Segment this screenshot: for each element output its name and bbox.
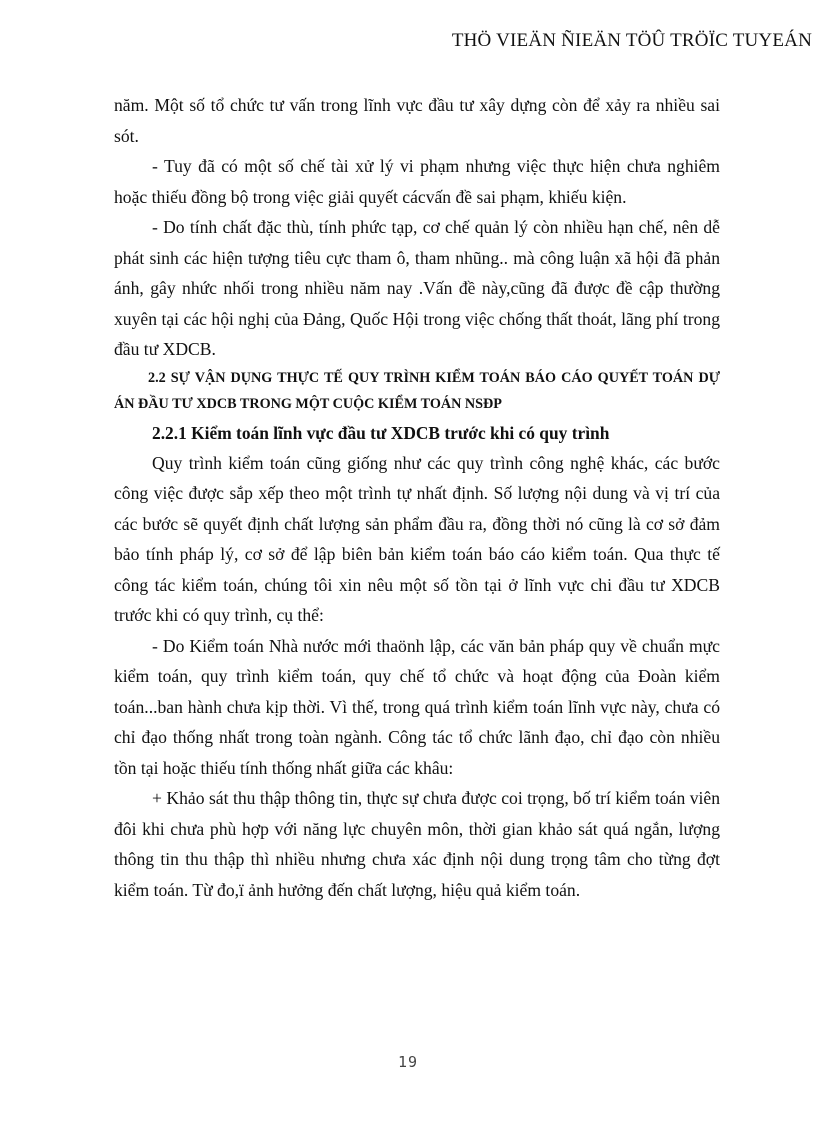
paragraph: - Do tính chất đặc thù, tính phức tạp, cơ chế quản lý còn nhiều hạn chế, nên dễ phát sinh các hiện tượng tiêu cực tham ô, tham nhũng.. mà công luận xã hội đã phản ánh, gây nhức nhối trong nhiều năm nay .Vấn đề này,cũng đã được đề cập thường xuyên tại các hội nghị của Đảng, Quốc Hội trong việc chống thất thoát, lãng phí trong đầu tư XDCB. [114,217,720,359]
paragraph: + Khảo sát thu thập thông tin, thực sự chưa được coi trọng, bố trí kiểm toán viên đôi khi chưa phù hợp với năng lực chuyên môn, thời gian khảo sát quá ngắn, lượng thông tin thu thập thì nhiều nhưng chưa xác định nội dung trọng tâm cho từng đợt kiểm toán. Từ đo,ï ảnh hưởng đến chất lượng, hiệu quả kiểm toán. [114,788,720,900]
paragraph: Quy trình kiểm toán cũng giống như các quy trình công nghệ khác, các bước công việc được sắp xếp theo một trình tự nhất định. Số lượng nội dung và vị trí của các bước sẽ quyết định chất lượng sản phẩm đầu ra, đồng thời nó cũng là cơ sở đảm bảo tính pháp lý, cơ sở để lập biên bản kiểm toán báo cáo kiểm toán. Qua thực tế công tác kiểm toán, chúng tôi xin nêu một số tồn tại ở lĩnh vực chi đầu tư XDCB trước khi có quy trình, cụ thể: [114,452,720,625]
page-number: 19 [397,1053,419,1071]
subsection-heading: 2.2.1 Kiểm toán lĩnh vực đầu tư XDCB trước khi có quy trình [152,422,610,443]
paragraph: - Tuy đã có một số chế tài xử lý vi phạm nhưng việc thực hiện chưa nghiêm hoặc thiếu đồng bộ trong việc giải quyết cácvấn đề sai phạm, khiếu kiện. [114,156,720,207]
running-header: THÖ VIEÄN ÑIEÄN TÖÛ TRÖÏC TUYEÁN [451,30,812,51]
paragraph: năm. Một số tổ chức tư vấn trong lĩnh vực đầu tư xây dựng còn để xảy ra nhiều sai sót. [114,95,720,146]
section-heading: 2.2 SỰ VẬN DỤNG THỰC TẾ QUY TRÌNH KIỂM TOÁN BÁO CÁO QUYẾT TOÁN DỰ ÁN ĐẦU TƯ XDCB TRONG MỘT CUỘC KIỂM TOÁN NSĐP [114,369,720,412]
page-body [114,90,720,905]
paragraph: - Do Kiểm toán Nhà nước mới thaönh lập, các văn bản pháp quy về chuẩn mực kiểm toán, quy trình kiểm toán, quy chế tổ chức và hoạt động của Đoàn kiểm toán...ban hành chưa kịp thời. Vì thế, trong quá trình kiểm toán lĩnh vực này, chưa có chỉ đạo thống nhất trong toàn ngành. Công tác tổ chức lãnh đạo, chỉ đạo còn nhiều tồn tại hoặc thiếu tính thống nhất giữa các khâu: [114,635,720,778]
